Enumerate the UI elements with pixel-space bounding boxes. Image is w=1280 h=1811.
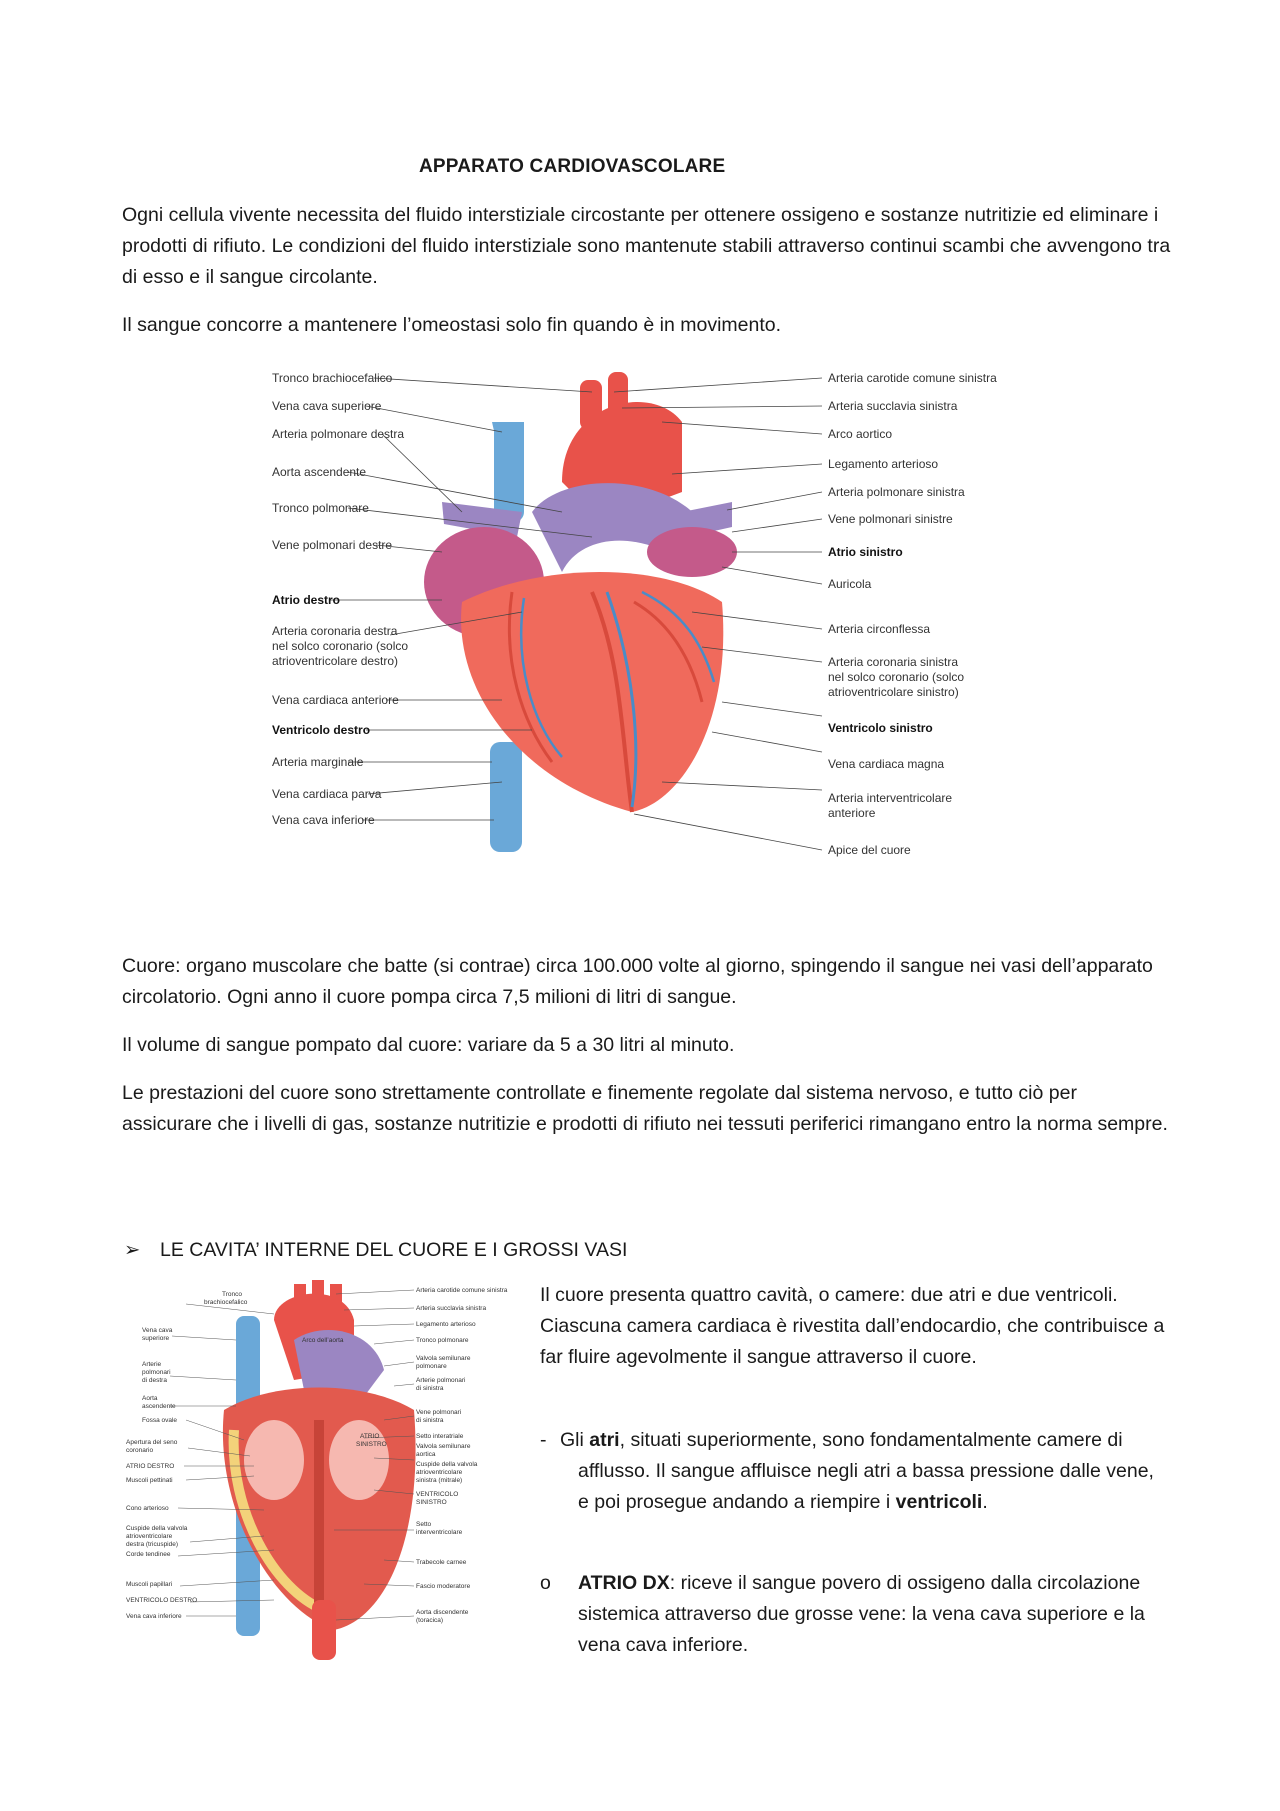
fig2-label: Trabecole carnee <box>416 1559 467 1566</box>
label-tronco-brachiocefalico: Tronco brachiocefalico <box>272 371 393 385</box>
circle-bullet: o <box>540 1572 551 1594</box>
fig2-label: Tronco <box>222 1291 242 1298</box>
label-arteria-coronaria-sinistra-3: atrioventricolare sinistro) <box>828 685 959 699</box>
arrow-bullet-icon: ➢ <box>124 1239 141 1261</box>
fig2-inner-label: ATRIO <box>360 1433 380 1440</box>
label-arteria-coronaria-destra-2: nel solco coronario (solco <box>272 639 409 653</box>
fig2-label: atrioventricolare <box>416 1469 463 1476</box>
fig2-label: superiore <box>142 1335 170 1342</box>
bullet-atri <box>540 1425 1170 1518</box>
fig2-label: aortica <box>416 1451 436 1458</box>
fig2-label: destra (tricuspide) <box>126 1541 179 1548</box>
fig2-label: Vena cava <box>142 1327 173 1334</box>
fig2-label: (toracica) <box>416 1617 444 1624</box>
fig2-label: Aorta discendente <box>416 1609 469 1616</box>
label-tronco-polmonare: Tronco polmonare <box>272 501 369 515</box>
label-arteria-coronaria-destra: Arteria coronaria destra <box>272 624 398 638</box>
fig2-label: Setto interatriale <box>416 1433 464 1440</box>
fig2-label: di sinistra <box>416 1417 444 1424</box>
fig2-label: Vena cava inferiore <box>126 1613 182 1620</box>
label-arteria-polmonare-sinistra: Arteria polmonare sinistra <box>828 485 965 499</box>
paragraph-volume <box>122 1030 1172 1061</box>
fig2-label: Apertura del seno <box>126 1439 178 1446</box>
paragraph-text: Il sangue concorre a mantenere l’omeostasi solo fin quando è in movimento. <box>122 314 782 336</box>
fig2-label: polmonare <box>416 1363 447 1370</box>
label-arteria-coronaria-sinistra-2: nel solco coronario (solco <box>828 670 965 684</box>
paragraph-text: Il volume di sangue pompato dal cuore: variare da 5 a 30 litri al minuto. <box>122 1034 735 1056</box>
paragraph-text: Le prestazioni del cuore sono strettamente controllate e finemente regolate dal sistema nervoso, e tutto ciò per assicurare che i livelli di gas, sostanze nutritizie e prodotti di rifiuto nei tessuti periferici rimangano entro la norma sempre. <box>122 1082 1168 1135</box>
fig2-label: Muscoli pettinati <box>126 1477 173 1484</box>
section-heading <box>124 1238 627 1262</box>
fig2-label: brachiocefalico <box>204 1299 248 1306</box>
bullet-bold: atri <box>589 1429 620 1451</box>
bullet-atrio-dx <box>540 1568 1170 1661</box>
label-arteria-coronaria-sinistra: Arteria coronaria sinistra <box>828 655 959 669</box>
fig2-label: Fascio moderatore <box>416 1583 471 1590</box>
heart-internal-cavities-figure <box>124 1280 524 1670</box>
label-vena-cardiaca-anteriore: Vena cardiaca anteriore <box>272 693 399 707</box>
label-legamento-arterioso: Legamento arterioso <box>828 457 939 471</box>
fig2-label: Cono arterioso <box>126 1505 169 1512</box>
paragraph-text: Ogni cellula vivente necessita del fluido interstiziale circostante per ottenere ossigeno e sostanze nutritizie ed eliminare i prodotti di rifiuto. Le condizioni del fluido interstiziale sono mantenute stabili attraverso continui scambi che avvengono tra di esso e il sangue circolante. <box>122 204 1171 288</box>
label-arteria-interventricolare-2: anteriore <box>828 806 876 820</box>
label-vena-cava-superiore: Vena cava superiore <box>272 399 382 413</box>
label-auricola: Auricola <box>828 577 872 591</box>
bullet-text: : riceve il sangue povero di ossigeno dalla circolazione sistemica attraverso due grosse vene: la vena cava superiore e la vena cava inferiore. <box>578 1572 1145 1656</box>
label-arco-aortico: Arco aortico <box>828 427 893 441</box>
paragraph-prestazioni <box>122 1078 1172 1140</box>
fig2-label: VENTRICOLO <box>416 1491 459 1498</box>
label-ventricolo-sinistro: Ventricolo sinistro <box>828 721 933 735</box>
label-arteria-coronaria-destra-3: atrioventricolare destro) <box>272 654 399 668</box>
fig2-label: Aorta <box>142 1395 158 1402</box>
inferior-vena-cava-shape <box>490 742 522 852</box>
label-vena-cardiaca-parva: Vena cardiaca parva <box>272 787 382 801</box>
fig2-label: Vene polmonari <box>416 1409 462 1416</box>
label-ventricolo-destro: Ventricolo destro <box>272 723 371 737</box>
fig2-label: Arterie polmonari <box>416 1377 466 1384</box>
fig2-label: VENTRICOLO DESTRO <box>126 1597 198 1604</box>
label-vene-polmonari-destre: Vene polmonari destre <box>272 538 393 552</box>
fig2-label: interventricolare <box>416 1529 463 1536</box>
fig2-label: SINISTRO <box>416 1499 447 1506</box>
fig2-label: polmonari <box>142 1369 171 1376</box>
fig2-label: Arterie <box>142 1361 162 1368</box>
label-atrio-destro: Atrio destro <box>272 593 341 607</box>
paragraph-interstitial-fluid <box>122 200 1172 293</box>
heart-external-anatomy-figure <box>262 362 1022 872</box>
label-vena-cardiaca-magna: Vena cardiaca magna <box>828 757 945 771</box>
fig2-label: Valvola semilunare <box>416 1443 471 1450</box>
fig2-label: Muscoli papillari <box>126 1581 173 1588</box>
bullet-bold: ATRIO DX <box>578 1572 670 1594</box>
label-vene-polmonari-sinistre: Vene polmonari sinistre <box>828 512 953 526</box>
page-title: APPARATO CARDIOVASCOLARE <box>419 156 726 177</box>
fig2-label: sinistra (mitrale) <box>416 1477 463 1484</box>
fig2-label: Setto <box>416 1521 432 1528</box>
bullet-text: , situati superiormente, sono fondamentalmente camere di afflusso. Il sangue affluisce negli atri a bassa pressione dalle vene, e poi prosegue andando a riempire i <box>578 1429 1154 1513</box>
bullet-text: Gli <box>560 1429 590 1451</box>
paragraph-homeostasis <box>122 310 1172 341</box>
fig2-label: Arteria carotide comune sinistra <box>416 1287 508 1294</box>
label-apice-del-cuore: Apice del cuore <box>828 843 911 857</box>
label-arteria-interventricolare: Arteria interventricolare <box>828 791 953 805</box>
fig2-label: Tronco polmonare <box>416 1337 469 1344</box>
label-atrio-sinistro: Atrio sinistro <box>828 545 903 559</box>
fig2-label: ascendente <box>142 1403 176 1410</box>
label-arteria-circonflessa: Arteria circonflessa <box>828 622 931 636</box>
label-arteria-carotide: Arteria carotide comune sinistra <box>828 371 997 385</box>
fig2-label: Arteria succlavia sinistra <box>416 1305 487 1312</box>
fig2-label: Cuspide della valvola <box>126 1525 188 1532</box>
label-arteria-polmonare-destra: Arteria polmonare destra <box>272 427 405 441</box>
paragraph-cuore <box>122 951 1172 1013</box>
fig2-inner-label: Arco dell’aorta <box>302 1337 344 1344</box>
fig2-label: Corde tendinee <box>126 1551 171 1558</box>
paragraph-text: Cuore: organo muscolare che batte (si contrae) circa 100.000 volte al giorno, spingendo il sangue nei vasi dell’apparato circolatorio. Ogni anno il cuore pompa circa 7,5 milioni di litri di sangue. <box>122 955 1153 1008</box>
fig2-label: Cuspide della valvola <box>416 1461 478 1468</box>
fig2-label: Valvola semilunare <box>416 1355 471 1362</box>
fig2-label: atrioventricolare <box>126 1533 173 1540</box>
paragraph-text: Il cuore presenta quattro cavità, o camere: due atri e due ventricoli. Ciascuna camera cardiaca è rivestita dall’endocardio, che contribuisce a far fluire agevolmente il sangue attraverso il cuore. <box>540 1284 1165 1368</box>
fig2-inner-label: SINISTRO <box>356 1441 387 1448</box>
fig2-label: ATRIO DESTRO <box>126 1463 175 1470</box>
label-vena-cava-inferiore: Vena cava inferiore <box>272 813 375 827</box>
dash-bullet: - <box>540 1429 547 1451</box>
fig2-label: Legamento arterioso <box>416 1321 476 1328</box>
fig2-label: di destra <box>142 1377 167 1384</box>
superior-vena-cava-shape <box>494 422 524 522</box>
cavities-intro <box>540 1280 1170 1373</box>
fig2-label: Fossa ovale <box>142 1417 178 1424</box>
label-arteria-marginale: Arteria marginale <box>272 755 364 769</box>
bullet-text: . <box>982 1491 988 1513</box>
fig2-label: di sinistra <box>416 1385 444 1392</box>
section-heading-text: LE CAVITA’ INTERNE DEL CUORE E I GROSSI VASI <box>160 1239 628 1261</box>
fig2-label: coronario <box>126 1447 154 1454</box>
label-arteria-succlavia: Arteria succlavia sinistra <box>828 399 958 413</box>
label-aorta-ascendente: Aorta ascendente <box>272 465 367 479</box>
bullet-bold: ventricoli <box>895 1491 983 1513</box>
